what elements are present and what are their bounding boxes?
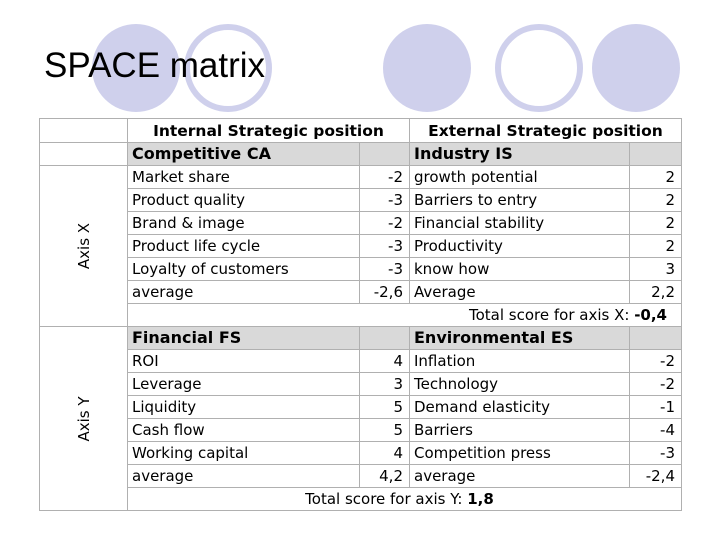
factor-label: Product quality — [128, 189, 360, 212]
average-label: average — [410, 465, 630, 488]
table-row — [40, 166, 682, 189]
axis-y-label: Axis Y — [74, 395, 93, 442]
environmental-es-header-value — [630, 327, 682, 350]
axis-x-cell — [40, 166, 128, 327]
external-position-header: External Strategic position — [410, 119, 682, 143]
space-matrix-table — [39, 118, 682, 511]
factor-label: Working capital — [128, 442, 360, 465]
decor-circle-3 — [383, 24, 471, 112]
table-row — [40, 189, 682, 212]
factor-value: 2 — [630, 235, 682, 258]
total-score-x-label: Total score for axis X: — [468, 306, 630, 324]
factor-label: Product life cycle — [128, 235, 360, 258]
axis-x-section-row — [40, 143, 682, 166]
factor-value: 4 — [360, 442, 410, 465]
factor-value: -2 — [630, 373, 682, 396]
factor-label: ROI — [128, 350, 360, 373]
factor-label: Leverage — [128, 373, 360, 396]
factor-label: Barriers to entry — [410, 189, 630, 212]
decor-circle-5 — [592, 24, 680, 112]
industry-is-header-value — [630, 143, 682, 166]
total-score-x-value: -0,4 — [634, 306, 667, 324]
table-row — [40, 373, 682, 396]
table-row — [40, 258, 682, 281]
internal-position-header: Internal Strategic position — [128, 119, 410, 143]
factor-value: 4 — [360, 350, 410, 373]
average-label: Average — [410, 281, 630, 304]
factor-value: -3 — [360, 235, 410, 258]
average-value: -2,6 — [360, 281, 410, 304]
factor-value: -3 — [360, 258, 410, 281]
total-score-y — [128, 488, 682, 511]
factor-label: Financial stability — [410, 212, 630, 235]
decor-circle-4 — [495, 24, 583, 112]
axis-x-corner — [40, 143, 128, 166]
factor-value: -2 — [630, 350, 682, 373]
factor-value: -4 — [630, 419, 682, 442]
factor-value: -3 — [360, 189, 410, 212]
factor-label: know how — [410, 258, 630, 281]
axis-x-label: Axis X — [74, 222, 93, 270]
factor-label: Barriers — [410, 419, 630, 442]
competitive-ca-header-value — [360, 143, 410, 166]
total-row-y — [40, 488, 682, 511]
table-row — [40, 442, 682, 465]
factor-label: Brand & image — [128, 212, 360, 235]
factor-label: Technology — [410, 373, 630, 396]
factor-value: 2 — [630, 189, 682, 212]
corner-cell — [40, 119, 128, 143]
factor-label: growth potential — [410, 166, 630, 189]
total-row-x — [40, 304, 682, 327]
average-value: -2,4 — [630, 465, 682, 488]
factor-label: Competition press — [410, 442, 630, 465]
factor-value: 2 — [630, 166, 682, 189]
axis-y-section-row — [40, 327, 682, 350]
average-value: 2,2 — [630, 281, 682, 304]
industry-is-header: Industry IS — [410, 143, 630, 166]
average-value: 4,2 — [360, 465, 410, 488]
table-row — [40, 235, 682, 258]
competitive-ca-header: Competitive CA — [128, 143, 360, 166]
slide-title: SPACE matrix — [44, 46, 266, 85]
factor-value: 5 — [360, 419, 410, 442]
factor-value: 5 — [360, 396, 410, 419]
financial-fs-header-value — [360, 327, 410, 350]
header-row — [40, 119, 682, 143]
average-row — [40, 281, 682, 304]
factor-value: 3 — [360, 373, 410, 396]
factor-value: -3 — [630, 442, 682, 465]
factor-label: Demand elasticity — [410, 396, 630, 419]
total-score-x — [128, 304, 682, 327]
environmental-es-header: Environmental ES — [410, 327, 630, 350]
factor-value: -2 — [360, 166, 410, 189]
table-row — [40, 350, 682, 373]
total-score-y-value: 1,8 — [467, 490, 494, 508]
factor-value: -1 — [630, 396, 682, 419]
factor-label: Cash flow — [128, 419, 360, 442]
total-score-y-label: Total score for axis Y: — [305, 490, 463, 508]
table-row — [40, 419, 682, 442]
factor-label: Liquidity — [128, 396, 360, 419]
factor-value: 2 — [630, 212, 682, 235]
factor-label: Loyalty of customers — [128, 258, 360, 281]
factor-value: -2 — [360, 212, 410, 235]
average-label: average — [128, 281, 360, 304]
financial-fs-header: Financial FS — [128, 327, 360, 350]
table-row — [40, 396, 682, 419]
factor-value: 3 — [630, 258, 682, 281]
factor-label: Inflation — [410, 350, 630, 373]
factor-label: Market share — [128, 166, 360, 189]
average-label: average — [128, 465, 360, 488]
factor-label: Productivity — [410, 235, 630, 258]
table-row — [40, 212, 682, 235]
average-row — [40, 465, 682, 488]
axis-y-cell — [40, 327, 128, 511]
